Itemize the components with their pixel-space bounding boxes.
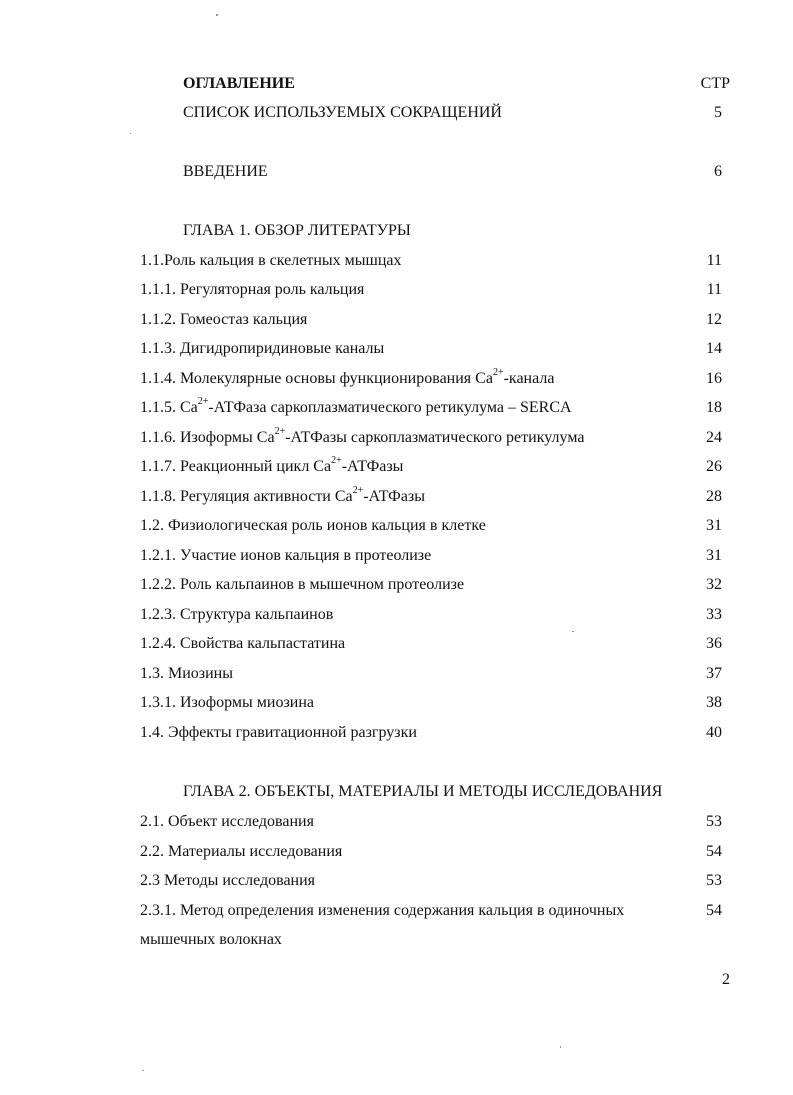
toc-entry-page: 26 bbox=[706, 458, 722, 475]
toc-entry-label: 1.2.1. Участие ионов кальция в протеолизе bbox=[140, 547, 432, 564]
scan-speck bbox=[216, 14, 218, 16]
toc-entry-label bbox=[140, 395, 572, 418]
toc-entry-text: 1.1.5. Са bbox=[140, 399, 198, 416]
toc-abbrev-label: СПИСОК ИСПОЛЬЗУЕМЫХ СОКРАЩЕНИЙ bbox=[183, 104, 502, 121]
toc-entry-page: 11 bbox=[706, 281, 722, 298]
toc-intro-label: ВВЕДЕНИЕ bbox=[183, 163, 268, 180]
toc-entry-label: 2.3.1. Метод определения изменения содержания кальция в одиночных bbox=[140, 902, 625, 919]
toc-intro-page: 6 bbox=[714, 163, 722, 180]
superscript-charge: 2+ bbox=[492, 366, 504, 378]
toc-entry-page: 36 bbox=[706, 635, 722, 652]
toc-entry-page: 18 bbox=[706, 399, 722, 416]
toc-entry-text: 1.1.6. Изоформы Са bbox=[140, 429, 275, 446]
toc-entry-text: -канала bbox=[503, 370, 555, 387]
toc-entry-text: 1.1.7. Реакционный цикл Са bbox=[140, 458, 332, 475]
chapter-2-title: ГЛАВА 2. ОБЪЕКТЫ, МАТЕРИАЛЫ И МЕТОДЫ ИССЛЕДОВАНИЯ bbox=[183, 783, 663, 800]
toc-entry-label: 1.1.1. Регуляторная роль кальция bbox=[140, 281, 365, 298]
superscript-charge: 2+ bbox=[274, 425, 286, 437]
toc-entry-label: 1.3.1. Изоформы миозина bbox=[140, 694, 315, 711]
toc-entry-page: 12 bbox=[706, 311, 722, 328]
toc-entry-page: 24 bbox=[706, 429, 722, 446]
chapter-1-title: ГЛАВА 1. ОБЗОР ЛИТЕРАТУРЫ bbox=[183, 222, 411, 239]
toc-entry-text: 1.1.4. Молекулярные основы функционирования Са bbox=[140, 370, 493, 387]
toc-title: ОГЛАВЛЕНИЕ bbox=[183, 75, 295, 92]
scan-speck bbox=[560, 1046, 561, 1048]
page-number: 2 bbox=[722, 971, 730, 988]
scan-speck bbox=[130, 133, 131, 134]
toc-entry-label bbox=[140, 366, 555, 389]
toc-entry-page: 54 bbox=[706, 902, 722, 919]
toc-entry-page: 16 bbox=[706, 370, 722, 387]
toc-entry-text: -АТФазы bbox=[341, 458, 404, 475]
toc-entry-page: 31 bbox=[706, 517, 722, 534]
toc-entry-label: 1.1.2. Гомеостаз кальция bbox=[140, 311, 308, 328]
toc-entry-page: 40 bbox=[706, 724, 722, 741]
toc-entry-label: 1.2.2. Роль кальпаинов в мышечном протеолизе bbox=[140, 576, 465, 593]
page-column-header: СТР bbox=[700, 75, 730, 92]
toc-entry-label: 1.4. Эффекты гравитационной разгрузки bbox=[140, 724, 417, 741]
toc-entry-label: 2.1. Объект исследования bbox=[140, 813, 314, 830]
toc-entry-page: 33 bbox=[706, 606, 722, 623]
toc-entry-label: 2.3 Методы исследования bbox=[140, 872, 316, 889]
toc-entry-page: 32 bbox=[706, 576, 722, 593]
toc-entry-text: -АТФазы саркоплазматического ретикулума bbox=[285, 429, 585, 446]
toc-entry-text: -АТФаза саркоплазматического ретикулума – SERCA bbox=[208, 399, 572, 416]
toc-entry-label: 1.2.3. Структура кальпаинов bbox=[140, 606, 334, 623]
toc-entry-page: 28 bbox=[706, 488, 722, 505]
toc-entry-label: 1.1.Роль кальция в скелетных мышцах bbox=[140, 252, 402, 269]
toc-entry-label: 2.2. Материалы исследования bbox=[140, 843, 343, 860]
toc-entry-label: 1.2.4. Свойства кальпастатина bbox=[140, 635, 346, 652]
toc-entry-label: 1.1.3. Дигидропиридиновые каналы bbox=[140, 340, 385, 357]
toc-entry-page: 11 bbox=[706, 252, 722, 269]
superscript-charge: 2+ bbox=[331, 454, 342, 466]
toc-entry-text: 1.1.8. Регуляция активности Са bbox=[140, 488, 353, 505]
toc-entry-continuation: мышечных волокнах bbox=[140, 931, 282, 948]
scan-speck bbox=[142, 1070, 144, 1071]
scan-speck bbox=[572, 631, 574, 632]
toc-entry-page: 53 bbox=[706, 813, 722, 830]
toc-entry-label bbox=[140, 425, 585, 448]
toc-entry-page: 54 bbox=[706, 843, 722, 860]
toc-entry-label: 1.2. Физиологическая роль ионов кальция в клетке bbox=[140, 517, 486, 534]
toc-entry-label: 1.3. Миозины bbox=[140, 665, 233, 682]
toc-abbrev-page: 5 bbox=[714, 104, 722, 121]
toc-entry-page: 38 bbox=[706, 694, 722, 711]
toc-entry-page: 14 bbox=[706, 340, 722, 357]
toc-entry-page: 53 bbox=[706, 872, 722, 889]
toc-entry-page: 31 bbox=[706, 547, 722, 564]
toc-entry-label bbox=[140, 484, 425, 507]
toc-entry-page: 37 bbox=[706, 665, 722, 682]
toc-entry-text: -АТФазы bbox=[363, 488, 425, 505]
toc-entry-label bbox=[140, 454, 404, 477]
superscript-charge: 2+ bbox=[352, 484, 364, 496]
superscript-charge: 2+ bbox=[197, 395, 209, 407]
